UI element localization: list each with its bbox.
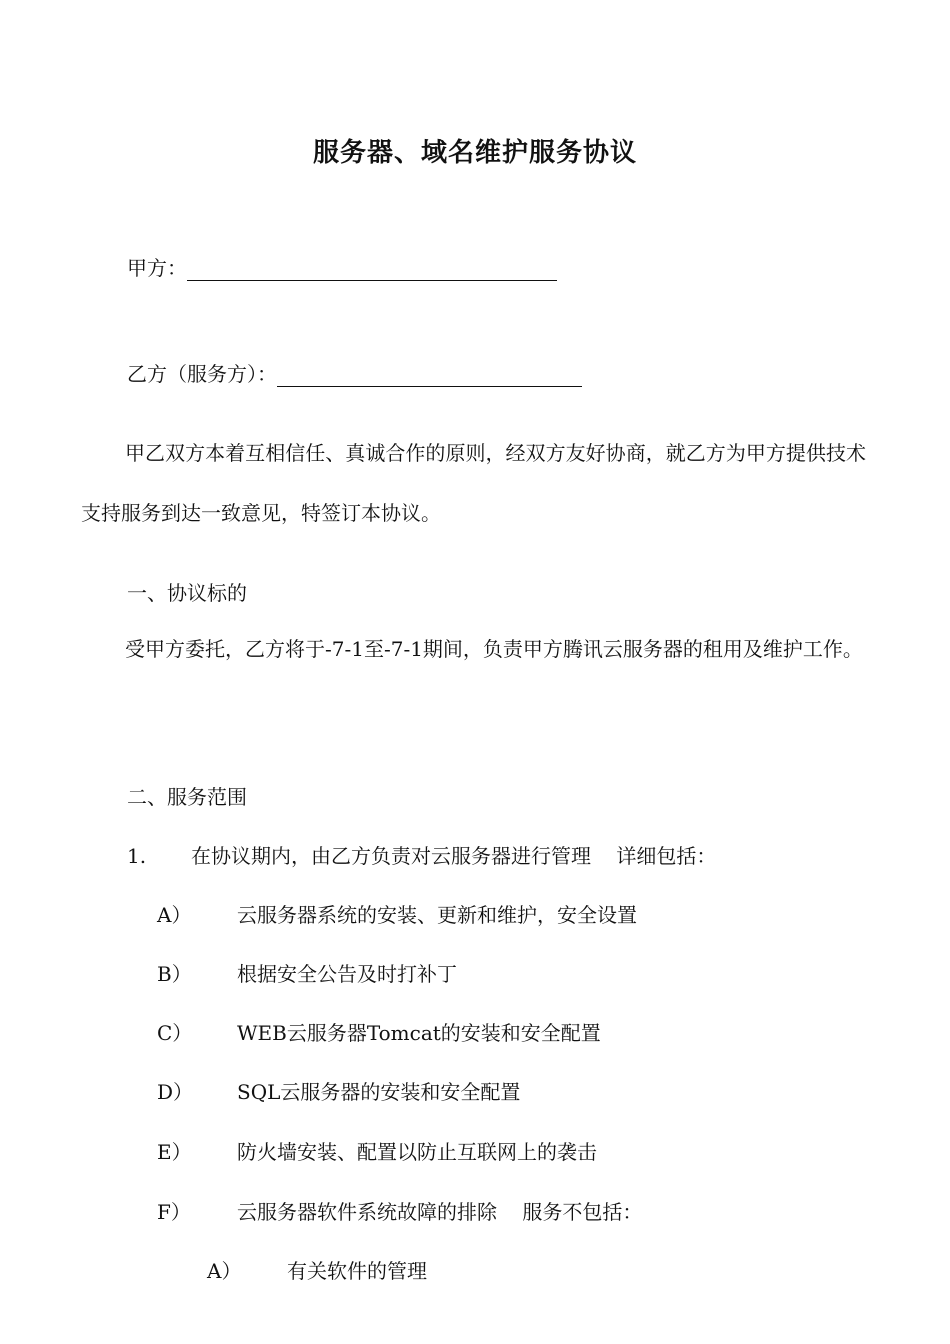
sub-item-a [157,899,637,928]
section1-body: 受甲方委托，乙方将于-7-1至-7-1期间，负责甲方腾讯云服务器的租用及维护工作。 [125,637,863,661]
excluded-item-a [207,1255,427,1284]
excluded-item-text: 有关软件的管理 [287,1259,427,1283]
party-a-field [127,252,557,281]
party-a-blank-line [187,258,557,281]
party-a-label: 甲方： [127,256,187,280]
party-b-blank-line [277,364,582,387]
sub-item-text: 根据安全公告及时打补丁 [237,962,457,986]
sub-item-text: SQL云服务器的安装和安全配置 [237,1080,521,1104]
section2-heading: 二、服务范围 [127,785,247,809]
list-item-number: 1. [127,844,147,868]
document-title: 服务器、域名维护服务协议 [312,138,637,168]
sub-item-label: A） [157,903,192,927]
party-b-label: 乙方（服务方）： [127,362,277,386]
sub-item-f [157,1196,642,1225]
sub-item-label: C） [157,1021,193,1045]
excluded-item-label: A） [207,1259,242,1283]
list-item-text: 在协议期内，由乙方负责对云服务器进行管理 详细包括： [191,844,717,868]
sub-item-text: 云服务器软件系统故障的排除 服务不包括： [237,1200,643,1224]
sub-item-d [157,1076,520,1105]
party-b-field [127,358,582,387]
sub-item-label: B） [157,962,192,986]
sub-item-b [157,958,457,987]
section1-heading: 一、协议标的 [127,581,247,605]
sub-item-c [157,1017,601,1046]
sub-item-text: 防火墙安装、配置以防止互联网上的袭击 [237,1140,597,1164]
sub-item-e [157,1136,597,1165]
sub-item-label: E） [157,1140,192,1164]
sub-item-text: WEB云服务器Tomcat的安装和安全配置 [237,1021,601,1045]
sub-item-text: 云服务器系统的安装、更新和维护，安全设置 [237,903,637,927]
sub-item-label: F） [157,1200,191,1224]
intro-paragraph: 甲乙双方本着互相信任、真诚合作的原则，经双方友好协商，就乙方为甲方提供技术支持服务到达一致意见，特签订本协议。 [81,441,866,525]
list-item-1 [127,840,716,869]
sub-item-label: D） [157,1080,194,1104]
